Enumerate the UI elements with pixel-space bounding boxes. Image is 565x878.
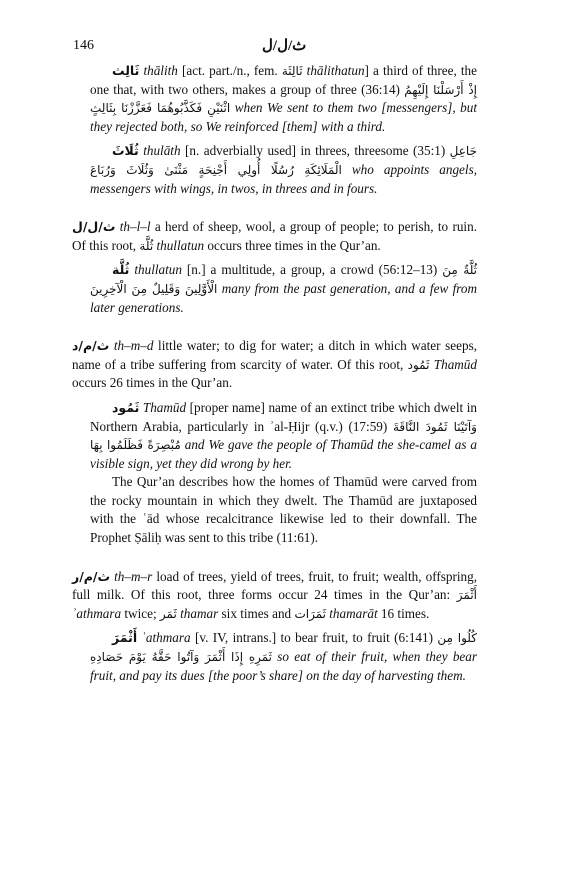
root-transliteration: th–m–r [114,568,153,584]
arabic-root: ث/ل/ل [72,219,116,235]
quote-translation: when We sent to them two [messengers], but they rejected both, so We reinforced [them] with a third. [90,100,477,134]
page-number: 146 [73,38,94,53]
arabic-headword: ثَالِث [112,63,140,78]
arabic-quote: إِذْ أَرْسَلْنَا إِلَيْهِمُ اثْنَيْنِ فَكَذَّبُوهُمَا فَعَزَّزْنَا بِثَالِثٍ [90,82,477,116]
arabic-word: ثَمُود [407,357,430,372]
root-transliteration: th–m–d [113,338,154,354]
quote-translation: many from the past generation, and a few from later generations. [90,280,477,315]
arabic-word: ثُلَّة [139,238,154,253]
running-head: ث/ل/ل [262,38,307,54]
word-transliteration: thamar [180,605,219,621]
word-transliteration: Thamūd [433,356,477,372]
definition-text: [n. adverbially used] in threes, threesome (35:1) [180,143,450,159]
quote-translation: and We gave the people of Thamūd the she-camel as a visible sign, yet they did wrong by her. [90,437,477,471]
dictionary-content [72,62,478,685]
arabic-headword: أَثْمَرَ [112,630,138,646]
root-transliteration: th–l–l [119,219,151,235]
entry-thalith [90,62,477,136]
arabic-headword: ثَمُود [112,399,140,415]
arabic-quote: وَآتَيْنَا ثَمُودَ النَّاقَةَ مُبْصِرَةً فَظَلَمُوا بِهَا [90,419,477,453]
definition-text: [act. part./n., fem. [177,63,282,78]
arabic-word-athmara: أَثْمَرَ [456,588,477,603]
definition-text: occurs three times in the Qur’an. [204,237,381,253]
arabic-feminine: ثَالِثَة [281,64,303,78]
transliteration: thālith [143,63,178,78]
definition-text: occurs 26 times in the Qur’an. [72,375,233,391]
transliteration: thullatun [134,262,182,278]
word-transliteration: thamarāt [329,605,378,621]
definition-text: six times and [218,605,295,621]
root-entry-th-l-l [72,218,477,255]
definition-text: ] a third of three, the one that, with two others, makes a group of three (36:14) [90,63,477,97]
transliteration: Thamūd [142,399,187,415]
definition-text: [n.] a multitude, a group, a crowd (56:12–13) [181,262,443,278]
arabic-quote: جَاعِلِ الْمَلَائِكَةِ رُسُلًا أُولِي أَجْنِحَةٍ مَثْنَىٰ وَثُلَاثَ وَرُبَاعَ [90,144,477,177]
arabic-quote: ثُلَّةٌ مِنَ الْأَوَّلِينَ وَقَلِيلٌ مِنَ الْآخِرِينَ [90,263,478,296]
word-transliteration: ʾathmara [72,605,122,621]
root-entry-th-m-r [72,568,477,624]
definition-text: little water; to dig for water; a ditch in which water seeps, name of a tribe suffering from scarcity of water. Of this root, [72,338,478,372]
thamud-note: The Qur’an describes how the homes of Thamūd were carved from the rocky mountain in which they dwelt. The Thamūd are juxtaposed with the ʿād whose recalcitrance likewise led to their downfall. The Prophet Ṣāliḥ was sent to this tribe (11:61). [90,474,477,546]
quote-translation: who appoints angels, messengers with wings, in twos, in threes and in fours. [90,161,477,196]
definition-text: twice; [121,605,160,621]
entry-thulath [90,142,477,198]
definition-text: 16 times. [377,605,430,621]
definition-text: load of trees, yield of trees, fruit, to fruit; wealth, offspring, full milk. Of this root, three forms occur 24 times in the Qur’an: [72,568,478,603]
definition-text: [proper name] name of an extinct tribe which dwelt in Northern Arabia, particularly in ʾal-Ḥijr (q.v.) (17:59) [90,399,477,434]
arabic-root: ث/م/د [72,338,110,354]
transliteration: ʾathmara [141,630,191,646]
entry-athmara [90,629,477,685]
definition-text: [v. IV, intrans.] to bear fruit, to fruit (6:141) [190,630,438,646]
entry-thamud [90,399,477,473]
arabic-word-thamar: ثَمَر [159,606,177,621]
entry-thullatun [90,261,477,317]
arabic-quote: كُلُوا مِن ثَمَرِهِ إِذَا أَثْمَرَ وَآتُوا حَقَّهُ يَوْمَ حَصَادِهِ [90,631,477,665]
word-transliteration: thullatun [156,237,205,253]
definition-text: a herd of sheep, wool, a group of people; to perish, to ruin. Of this root, [72,219,477,253]
arabic-word-thamarat: ثَمَرَات [294,606,326,621]
transliteration: thulāth [143,143,181,159]
arabic-root: ث/م/ر [72,568,111,584]
arabic-headword: ثُلَّة [112,262,130,278]
feminine-transliteration: thālithatun [306,63,365,78]
root-entry-th-m-d [72,337,477,393]
quote-translation: so eat of their fruit, when they bear fruit, and pay its dues [the poor’s share] on the day of harvesting them. [90,649,477,683]
arabic-headword: ثُلَاثَ [112,143,139,159]
